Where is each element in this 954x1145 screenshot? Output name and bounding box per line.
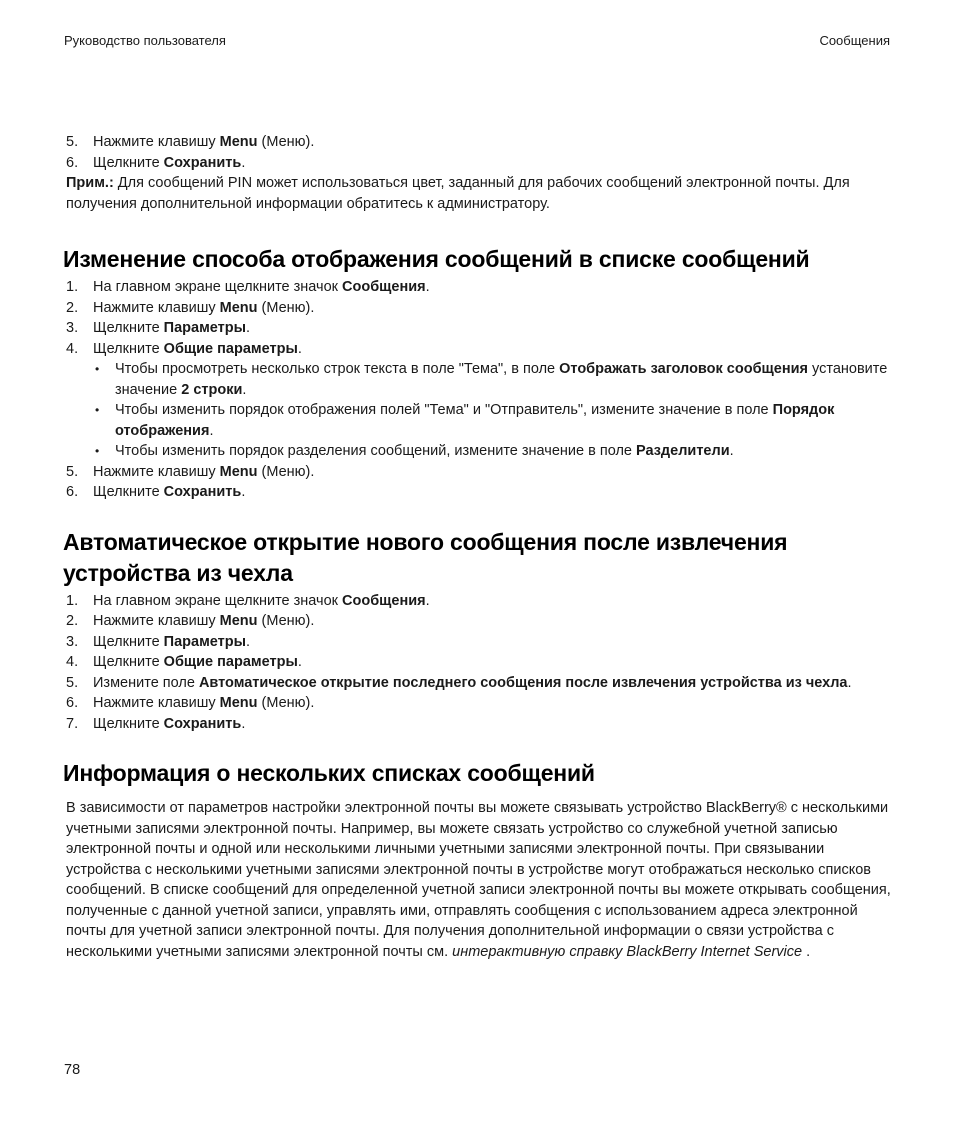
list-item: 5. Измените поле Автоматическое открытие последнего сообщения после извлечения устройства из чехла.: [66, 674, 852, 691]
bullet-item: • Чтобы просмотреть несколько строк текста в поле "Тема", в поле Отображать заголовок сообщения установите значение 2 строки.: [95, 361, 888, 398]
list-item: 6. Щелкните Сохранить.: [66, 484, 246, 500]
section1-steps: [66, 277, 894, 359]
note-label: Прим.:: [66, 175, 114, 191]
bullet-icon: •: [95, 362, 100, 376]
list-item: 6. Щелкните Сохранить.: [66, 154, 246, 171]
list-item: 5. Нажмите клавишу Menu (Меню).: [66, 463, 315, 480]
section1-bullets: [66, 359, 894, 462]
note: [66, 173, 894, 214]
list-item: 7. Щелкните Сохранить.: [66, 715, 246, 732]
bullet-icon: •: [95, 403, 100, 417]
section-heading-multiple-lists: Информация о нескольких списках сообщений: [63, 760, 595, 786]
section2-steps: [66, 591, 894, 735]
running-header-section: Сообщения: [819, 33, 890, 48]
note-text: Для сообщений PIN может использоваться цвет, заданный для рабочих сообщений электронной почты. Для получения дополнительной информации обратитесь к администратору.: [66, 175, 850, 212]
list-item: 2. Нажмите клавишу Menu (Меню).: [66, 299, 315, 316]
bullet-item: • Чтобы изменить порядок отображения полей "Тема" и "Отправитель", измените значение в поле Порядок отображения.: [95, 402, 835, 439]
list-item: 2. Нажмите клавишу Menu (Меню).: [66, 613, 315, 629]
bullet-icon: •: [95, 444, 100, 458]
running-header-title: Руководство пользователя: [64, 33, 226, 48]
list-item: 1. На главном экране щелкните значок Сообщения.: [66, 279, 430, 295]
list-item: 3. Щелкните Параметры.: [66, 320, 251, 336]
continued-steps-list: [66, 132, 894, 173]
list-item: 5. Нажмите клавишу Menu (Меню).: [66, 134, 315, 150]
section-heading-auto-open: Автоматическое открытие нового сообщения после извлечения устройства из чехла: [63, 528, 788, 586]
list-item: 3. Щелкните Параметры.: [66, 633, 251, 650]
bullet-item: • Чтобы изменить порядок разделения сообщений, измените значение в поле Разделители.: [93, 441, 894, 462]
list-item: 6. Нажмите клавишу Menu (Меню).: [66, 695, 315, 711]
section1-steps-after: [66, 462, 894, 503]
section3-body: В зависимости от параметров настройки электронной почты вы можете связывать устройство BlackBerry® с несколькими учетными записями электронной почты. Например, вы можете связать устройство со служебной учетной записью электронной почты и одной или несколькими личными учетными записями электронной почты. При связывании устройства с несколькими учетными записями электронной почты в устройстве могут отображаться несколько списков сообщений. В списке сообщений для определенной учетной записи электронной почты вы можете открывать сообщения, полученные с данной учетной записи, управлять ими, отправлять сообщения с использованием адреса электронной почты для учетной записи электронной почты. Для получения дополнительной информации о связи устройства с несколькими учетными записями электронной почты см. интерактивную справку BlackBerry Internet Service .: [66, 800, 891, 960]
list-item: 4. Щелкните Общие параметры.: [66, 654, 302, 670]
page-content: [63, 132, 894, 962]
list-item: 4. Щелкните Общие параметры.: [66, 340, 302, 357]
help-link[interactable]: интерактивную справку BlackBerry Internet Service: [452, 943, 803, 960]
list-item: 1. На главном экране щелкните значок Сообщения.: [66, 592, 430, 609]
page-number: 78: [64, 1062, 81, 1078]
section-heading-display-messages: Изменение способа отображения сообщений в списке сообщений: [63, 246, 810, 272]
